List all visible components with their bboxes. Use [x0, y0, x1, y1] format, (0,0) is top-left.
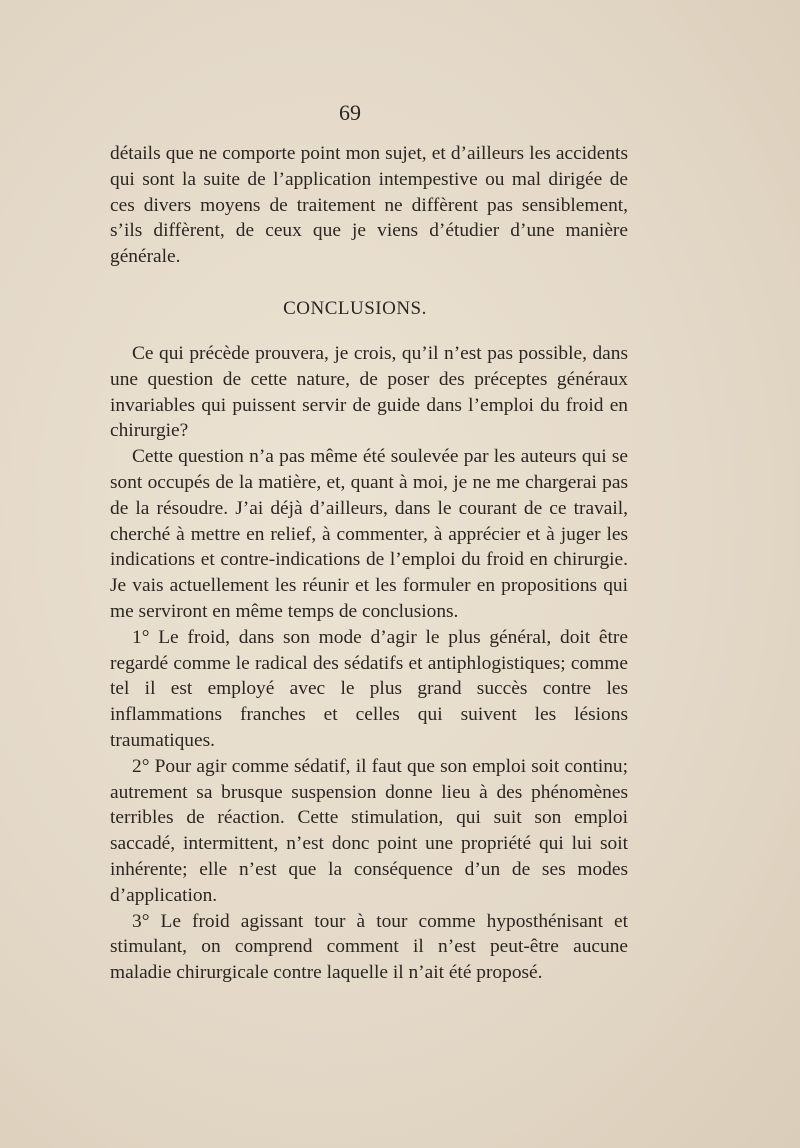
section-heading: CONCLUSIONS.	[283, 298, 427, 319]
numbered-conclusion: 3° Le froid agissant tour à tour comme hyposthénisant et stimulant, on comprend comment il n’est peut-être aucune maladie chirurgicale contre laquelle il n’ait été proposé.	[110, 910, 628, 984]
page-number: 69	[339, 100, 361, 125]
paragraph: Ce qui précède prouvera, je crois, qu’il n’est pas possible, dans une question de cette nature, de poser des préceptes généraux invariables qui puissent servir de guide dans l’emploi du froid en chirurgie?	[110, 343, 628, 442]
intro-paragraph: détails que ne comporte point mon sujet, et d’ailleurs les accidents qui sont la suite de l’application intempestive ou mal dirigée de ces divers moyens de traitement ne diffèrent pas sensiblement, s’ils diffèrent, de ceux que je viens d’étudier d’une manière générale.	[110, 143, 628, 268]
conclusions-body	[110, 341, 628, 986]
intro-paragraph-block	[110, 141, 628, 270]
numbered-conclusion: 2° Pour agir comme sédatif, il faut que son emploi soit continu; autrement sa brusque suspension donne lieu à des phénomènes terribles de réaction. Cette stimulation, qui suit son emploi saccadé, intermittent, n’est donc point une propriété qui lui soit inhérente; elle n’est que la conséquence d’un de ses modes d’application.	[110, 755, 628, 906]
numbered-conclusion: 1° Le froid, dans son mode d’agir le plus général, doit être regardé comme le radical des sédatifs et antiphlogistiques; comme tel il est employé avec le plus grand succès contre les inflammations franches et celles qui suivent les lésions traumatiques.	[110, 626, 628, 751]
paragraph: Cette question n’a pas même été soulevée par les auteurs qui se sont occupés de la matière, et, quant à moi, je ne me chargerai pas de la résoudre. J’ai déjà d’ailleurs, dans le courant de ce travail, cherché à mettre en relief, à commenter, à apprécier et à juger les indications et contre-indications de l’emploi du froid en chirurgie. Je vais actuellement les réunir et les formuler en propositions qui me serviront en même temps de conclusions.	[110, 446, 628, 622]
